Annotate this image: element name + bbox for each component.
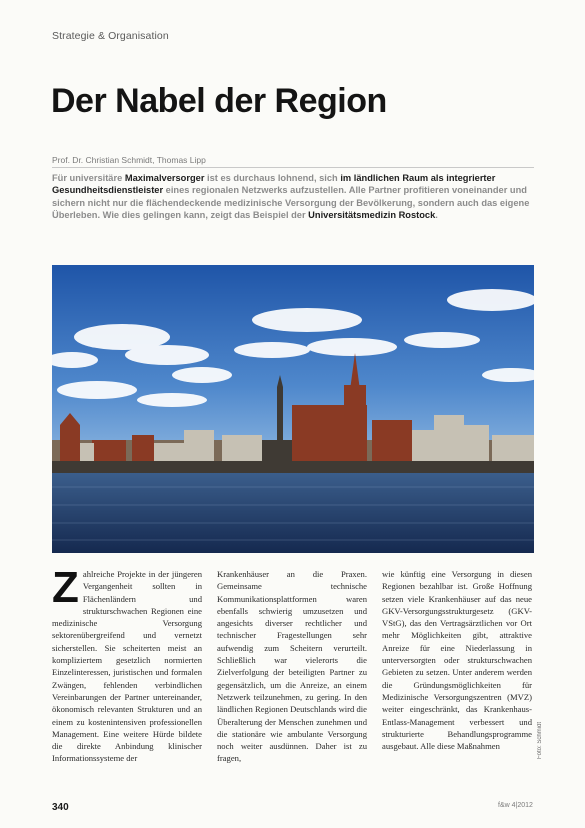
body-column-2 bbox=[217, 568, 367, 768]
lead-text: . bbox=[435, 209, 438, 220]
lead-text: ist es durchaus lohnend, sich bbox=[204, 173, 341, 183]
body-column-1 bbox=[52, 568, 202, 768]
lead-text: eines regionalen Netzwerks aufzustellen. Alle Partner profitieren voneinander und sichern nicht nur die flächendeckende medizinische Versorgung der Bevölkerung, sondern auch das eigene Überleben. Wie dies gelingen kann, zeigt das Beispiel der bbox=[52, 185, 530, 220]
section-label: Strategie & Organisation bbox=[52, 30, 169, 42]
rostock-skyline-photo bbox=[52, 265, 534, 553]
photo-credit: Foto: Schmidt bbox=[537, 722, 543, 760]
lead-highlight: Universitätsmedizin Rostock bbox=[308, 209, 436, 220]
footer-issue: f&w 4|2012 bbox=[498, 802, 533, 809]
body-column-1-text: ahlreiche Projekte in der jüngeren Vergangenheit sollten in Flächenländern und strukturschwachen Regionen eine medizinische Versorgung sektorenübergreifend und vernetzt sicherstellen. Sie scheiterten meist an kompliziertem gesetzlich normierten Einzelinteressen, juristischen und formalen Zwängen, fehlenden verbindlichen Vereinbarungen der Partner untereinander, ökonomisch relevanten Strukturen und an einem zu kostenintensiven professionellen Management. Eine weitere Hürde bildete die direkte Anbindung klinischer Informationssysteme der bbox=[52, 569, 202, 764]
body-column-2-text: Krankenhäuser an die Praxen. Gemeinsame technische Kommunikationsplattformen waren ebenfalls schwierig umzusetzen und angesichts diverser rechtlicher und technischer Fragestellungen sehr aufwendig zum Scheitern verurteilt. Schließlich war vielerorts die Zielverfolgung der beteiligten Partner zu gegensätzlich, um die Anreize, an einem Netzwerk teilzunehmen, zu gering. In den ländlichen Regionen Deutschlands wird die Überalterung der Menschen zunehmen und die stationäre wie ambulante Versorgung noch weiter ausdünnen. Daher ist zu fragen, bbox=[217, 569, 367, 764]
page-number: 340 bbox=[52, 802, 69, 813]
header-rule bbox=[52, 167, 534, 168]
body-column-3-text: wie künftig eine Versorgung in diesen Regionen bezahlbar ist. Große Hoffnung setzen viele Krankenhäuser auf das neue GKV-Versorgungsstrukturgesetz (GKV-VStG), das den Vertragsärztlichen vor Ort mehr Möglichkeiten gibt, attraktive Anreize für eine Niederlassung in unterversorgten oder strukturschwachen Gebieten zu setzen. Unter anderem werden die Gründungsmöglichkeiten für Medizinische Versorgungszentren (MVZ) weiter eingeschränkt, das Krankenhaus-Entlass-Management verbessert und strukturierte Behandlungsprogramme ausgebaut. Alle diese Maßnahmen bbox=[382, 569, 532, 752]
lead-text: Für universitäre bbox=[52, 173, 125, 183]
article-lead bbox=[52, 172, 534, 221]
lead-highlight: im ländlichen Raum als integrierter Gesundheitsdienstleister bbox=[52, 173, 496, 196]
drop-cap: Z bbox=[52, 568, 79, 612]
body-column-3 bbox=[382, 568, 532, 768]
lead-highlight: Maximalversorger bbox=[124, 173, 205, 183]
article-title: Der Nabel der Region bbox=[51, 82, 387, 120]
article-authors: Prof. Dr. Christian Schmidt, Thomas Lipp bbox=[52, 155, 206, 165]
